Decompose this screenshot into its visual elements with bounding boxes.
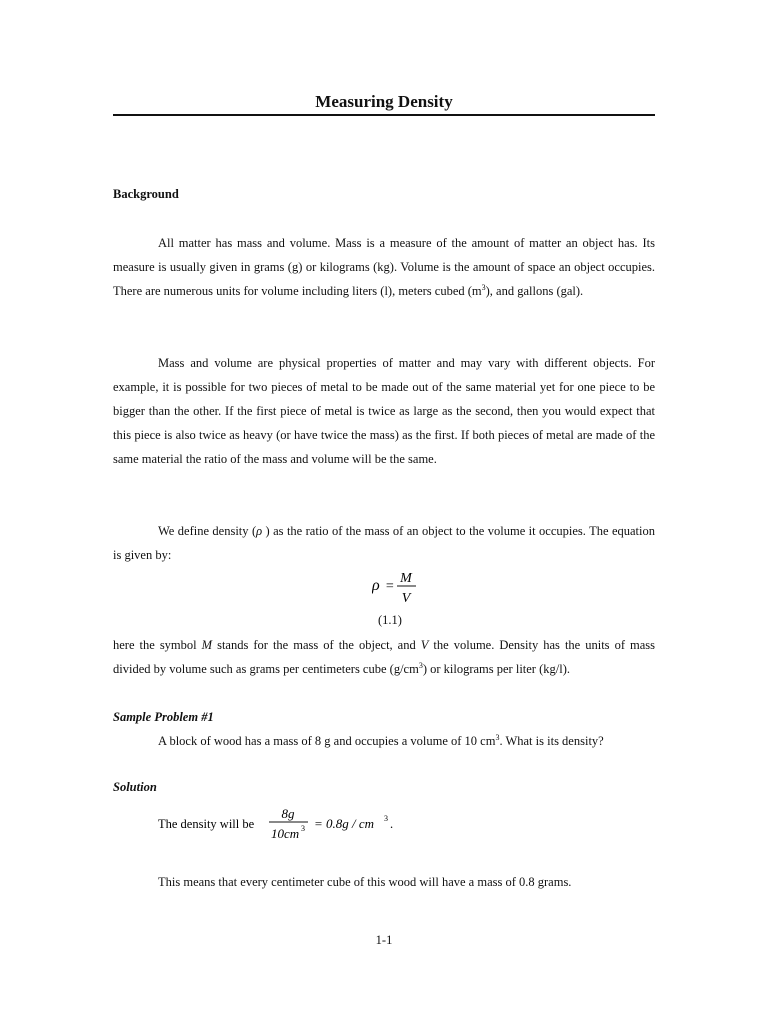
solution-formula: [158, 803, 418, 843]
superscript: 3: [495, 732, 500, 742]
equation-number: (1.1): [378, 613, 402, 627]
solution-heading: Solution: [113, 780, 157, 794]
paragraph-physical-properties: Mass and volume are physical properties of matter and may vary with different objects. For example, it is possible for two pieces of metal to be made out of the same material yet for one piece to be bigger than the other. If the first piece of metal is twice as large as the second, then you would expect that this piece is also twice as heavy (or have twice the mass) as the first. If both pieces of metal are made of the same material the ratio of the mass and volume will be the same.: [113, 356, 655, 466]
page-title: Measuring Density: [315, 92, 453, 111]
mass-symbol: M: [201, 638, 213, 652]
units-text-c: the volume. Density has the units of mass divided by volume such as grams per centimeters cube (g/cm: [113, 638, 656, 676]
solution-result: = 0.8g / cm: [314, 816, 375, 831]
density-definition-tail: ) as the ratio of the mass of an object to the volume it occupies. The equation is given by:: [113, 524, 655, 562]
problem-text: A block of wood has a mass of 8 g and occupies a volume of 10 cm: [158, 734, 496, 748]
solution-result-exponent: 3: [384, 814, 388, 823]
formula-denominator: V: [401, 591, 411, 606]
solution-line: [158, 803, 418, 843]
rho-symbol: ρ: [256, 524, 263, 538]
solution-prefix: The density will be: [158, 817, 255, 831]
units-text-b: stands for the mass of the object, and: [212, 638, 421, 652]
solution-denominator: 10cm: [271, 826, 300, 841]
volume-symbol: V: [420, 638, 429, 652]
paragraph-mass-volume-text: All matter has mass and volume. Mass is a measure of the amount of matter an object has. Its measure is usually given in grams (g) or kilograms (kg). Volume is the amount of space an object occupies. There are numerous units for volume including liters (l), meters cubed (m: [113, 236, 655, 298]
solution-numerator: 8g: [281, 806, 295, 821]
paragraph-mass-volume: [113, 231, 655, 303]
formula-lhs: ρ: [372, 577, 380, 594]
solution-suffix: .: [390, 817, 394, 831]
conclusion-text: This means that every centimeter cube of this wood will have a mass of 0.8 grams.: [158, 875, 572, 889]
superscript: 3: [418, 660, 423, 670]
sample-problem-heading: Sample Problem #1: [113, 710, 214, 724]
sample-problem-text: [158, 729, 655, 753]
solution-denominator-exponent: 3: [301, 824, 305, 833]
background-heading: Background: [113, 187, 179, 201]
formula-numerator: M: [400, 571, 412, 586]
units-text-d: ) or kilograms per liter (kg/l).: [422, 662, 570, 676]
formula-equals: =: [385, 579, 395, 594]
paragraph-units: [113, 633, 655, 681]
superscript: 3: [481, 282, 486, 292]
units-text-a: here the symbol: [113, 638, 202, 652]
paragraph-density-definition: [113, 519, 655, 567]
page-number: 1-1: [375, 933, 393, 947]
density-definition-text: We define density (: [158, 524, 257, 538]
title-rule: [113, 114, 655, 116]
problem-text-tail: . What is its density?: [499, 734, 604, 748]
paragraph-mass-volume-tail: ), and gallons (gal).: [485, 284, 584, 298]
density-formula: [372, 566, 432, 606]
